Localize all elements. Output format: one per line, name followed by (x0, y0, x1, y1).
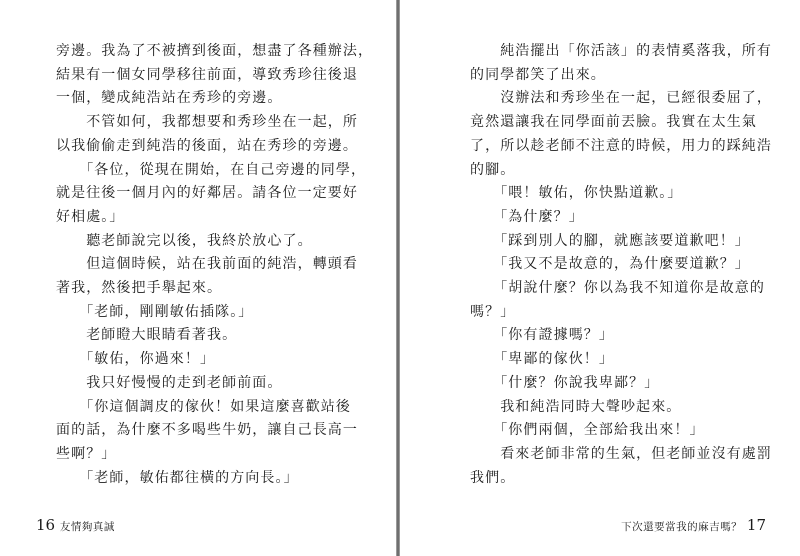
text-line: 些啊？」 (56, 445, 117, 462)
text-line: 「踩到別人的腳，就應該要道歉吧！」 (470, 232, 750, 249)
text-line: 嗎？」 (470, 303, 516, 320)
text-line: 面的話，為什麼不多喝些牛奶，讓自己長高一 (56, 422, 358, 439)
text-line: 「你有證據嗎？」 (470, 327, 614, 344)
text-line: 好相處。」 (56, 208, 125, 225)
text-line: 沒辦法和秀珍坐在一起，已經很委屈了， (470, 90, 772, 107)
text-line: 「我又不是故意的，為什麼要道歉？」 (470, 256, 750, 273)
text-line: 我只好慢慢的走到老師前面。 (56, 374, 283, 391)
right-page-footer (621, 515, 766, 537)
left-page-footer (36, 515, 115, 537)
text-line: 旁邊。我為了不被擠到後面，想盡了各種辦法， (56, 43, 374, 59)
running-title-left: 友情夠真誠 (59, 521, 115, 533)
text-line: 純浩擺出「你活該」的表情奚落我，所有 (470, 43, 772, 59)
text-line: 「喂！敏佑，你快點道歉。」 (470, 185, 683, 202)
text-line: 以我偷偷走到純浩的後面，站在秀珍的旁邊。 (56, 137, 358, 154)
text-line: 看來老師非常的生氣，但老師並沒有處罰 (470, 445, 772, 462)
text-line: 「卑鄙的傢伙！」 (470, 351, 614, 368)
text-line: 「老師，剛剛敏佑插隊。」 (56, 303, 254, 320)
text-line: 結果有一個女同學移往前面，導致秀珍往後退 (56, 66, 358, 83)
text-line: 「各位，從現在開始，在自己旁邊的同學， (56, 161, 367, 178)
text-line: 聽老師說完以後，我終於放心了。 (56, 232, 313, 249)
text-line: 了，所以趁老師不注意的時候，用力的踩純浩 (470, 137, 772, 154)
text-line: 的腳。 (470, 161, 516, 178)
text-line: 「你這個調皮的傢伙！如果這麼喜歡站後 (56, 398, 351, 415)
text-line: 「你們兩個，全部給我出來！」 (470, 422, 705, 439)
text-line: 我們。 (470, 469, 516, 486)
right-page-body-text (470, 40, 770, 490)
text-line: 但這個時候，站在我前面的純浩，轉頭看 (56, 256, 358, 273)
text-line: 我和純浩同時大聲吵起來。 (470, 398, 682, 415)
text-line: 不管如何，我都想要和秀珍坐在一起，所 (56, 114, 358, 131)
page-number-right: 17 (746, 516, 766, 534)
text-line: 「為什麼？」 (470, 208, 584, 225)
left-page-body-text (56, 40, 374, 490)
text-line: 的同學都笑了出來。 (470, 66, 606, 83)
text-line: 「敏佑，你過來！」 (56, 351, 216, 368)
text-line: 「老師，敏佑都往橫的方向長。」 (56, 469, 299, 486)
text-line: 竟然還讓我在同學面前丟臉。我實在太生氣 (470, 114, 757, 131)
text-line: 就是往後一個月內的好鄰居。請各位一定要好 (56, 185, 358, 202)
text-line: 一個，變成純浩站在秀珍的旁邊。 (56, 90, 283, 107)
page-number-left: 16 (36, 516, 56, 534)
text-line: 老師瞪大眼睛看著我。 (56, 327, 238, 344)
text-line: 著我，然後把手舉起來。 (56, 280, 223, 297)
running-title-right: 下次還要當我的麻吉嗎？ (621, 521, 743, 533)
text-line: 「胡說什麼？你以為我不知道你是故意的 (470, 280, 765, 297)
text-line: 「什麼？你說我卑鄙？」 (470, 374, 660, 391)
left-page (0, 0, 397, 556)
